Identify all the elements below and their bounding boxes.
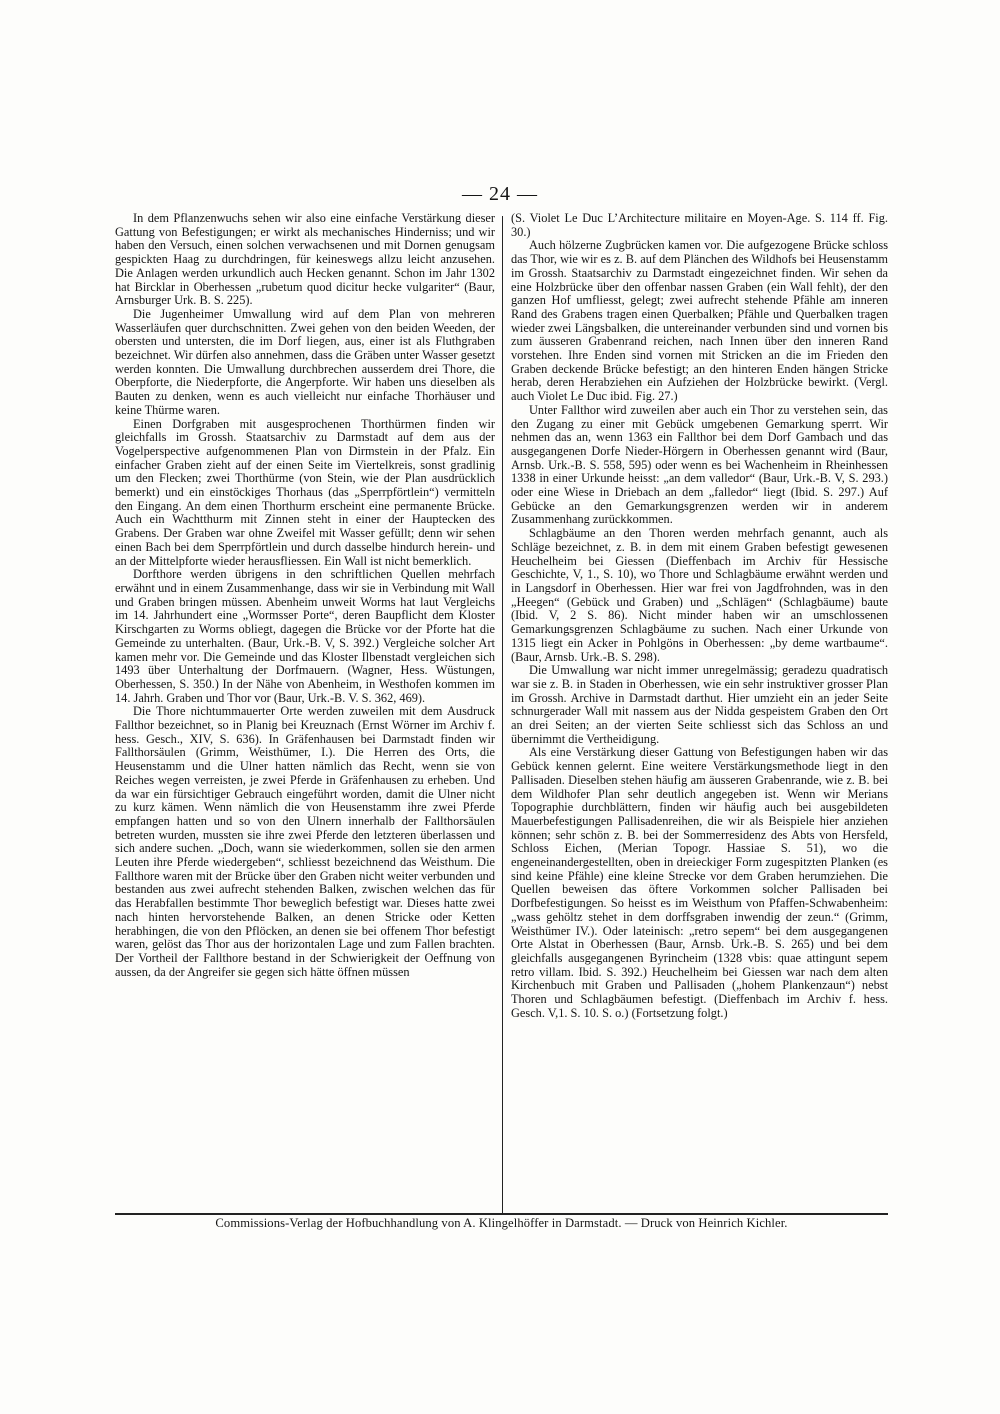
paragraph: Die Umwallung war nicht immer unregelmässig; geradezu quadratisch war sie z. B. in Staden in Oberhessen, wie ein sehr instruktiver grosser Plan im Grossh. Archive in Darmstadt darthut. Hier umzieht ein an jeder Seite schnurgerader Wall mit nassem aus der Nidda gespeistem Graben den Ort an drei Seiten; an der vierten Seite schliesst sich das Schloss an und übernimmt die Vertheidigung. [511, 663, 888, 746]
paragraph: (S. Violet Le Duc L’Architecture militaire en Moyen-Age. S. 114 ff. Fig. 30.) [511, 212, 888, 239]
page-number: — 24 — [462, 183, 538, 205]
paragraph: Schlagbäume an den Thoren werden mehrfach genannt, auch als Schläge bezeichnet, z. B. in dem mit einem Graben befestigt gewesenen Heuchelheim bei Giessen (Dieffenbach im Archiv für Hessische Geschichte, V, 1., S. 10), wo Thore und Schlagbäume erwähnt werden und in Langsdorf in Oberhessen. Hier war frei von Jagdfrohnden, was in den „Heegen“ (Gebück und Graben) und „Schlägen“ (Schlagbäume) baute (Ibid. V, 2 S. 86). Nicht minder haben wir an umschlossenen Gemarkungsgrenzen Schlagbäume zu suchen. Nach einer Urkunde von 1315 liegt ein Acker in Pohlgöns in Oberhessen: „by deme wartbaume“. (Baur, Arnsb. Urk.-B. S. 298). [511, 526, 888, 664]
right-column [511, 212, 888, 1212]
left-column [115, 212, 495, 1212]
paragraph: Unter Fallthor wird zuweilen aber auch ein Thor zu verstehen sein, das den Zugang zu einer mit Gebück umgebenen Gemarkung sperrt. Wir nehmen das an, wenn 1363 ein Fallthor bei dem Dorf Gambach und das ausgegangenen Dorfe Nieder-Hörgern in Oberhessen genannt wird (Baur, Arnsb. Urk.-B. S. 558, 595) oder wenn es bei Wachenheim in Rheinhessen 1338 in einer Urkunde heisst: „an dem valledor“ (Baur, Urk.-B. V, S. 293.) oder eine Wiese in Driebach an dem „falledor“ liegt (Ibid. S. 297.) Auf Gebücke an den Gemarkungsgrenzen werden wir in anderem Zusammenhang zurückkommen. [511, 402, 888, 527]
paragraph: Auch hölzerne Zugbrücken kamen vor. Die aufgezogene Brücke schloss das Thor, wie wir es z. B. auf dem Plänchen des Wildhofs bei Heusenstamm im Grossh. Staatsarchiv zu Darmstadt eingezeichnet finden. Wir sehen da eine Holzbrücke über den offenbar nassen Graben (ein Wall fehlt), der den ganzen Hof umfliesst, gelegt; zwei aufrecht stehende Pfähle am inneren Rand des Grabens tragen einen Querbalken; Pfähle und Querbalken tragen wieder zwei Längsbalken, die untereinander verbunden sind und vornen bis zum äusseren Grabenrand reichen, nach Innen über den inneren Rand vorstehen. Ihre Enden sind vornen mit Stricken an die im Frieden den Graben deckende Brücke befestigt; an den hinteren Enden hängen Stricke herab, deren Herabziehen ein Aufziehen der Holzbrücke bewirkt. (Vergl. auch Violet Le Duc ibid. Fig. 27.) [511, 238, 888, 404]
publisher-footer: Commissions-Verlag der Hofbuchhandlung von A. Klingelhöffer in Darmstadt. — Druck von Heinrich Kichler. [215, 1216, 788, 1230]
footer-rule [115, 1213, 888, 1215]
paragraph: Dorfthore werden übrigens in den schriftlichen Quellen mehrfach erwähnt und in einem Zusammenhange, dass wir sie in Verbindung mit Wall und Graben bringen müssen. Abenheim unweit Worms hat laut Vergleichs im 14. Jahrhundert eine „Wormsser Porte“, deren Baupflicht dem Kloster Kirschgarten zu Worms obliegt, dagegen die Brücke vor der Pforte hat die Gemeinde zu unterhalten. (Baur, Urk.-B. V, S. 392.) Vergleiche solcher Art kamen mehr vor. Die Gemeinde und das Kloster Ilbenstadt vergleichen sich 1493 über Unterhaltung der Dorfmauern. (Wagner, Hess. Wüstungen, Oberhessen, S. 350.) In der Nähe von Abenheim, in Westhofen kommen im 14. Jahrh. Graben und Thor vor (Baur, Urk.-B. V. S. 362, 469). [115, 567, 495, 705]
paragraph: Einen Dorfgraben mit ausgesprochenen Thorthürmen finden wir gleichfalls im Grossh. Staatsarchiv zu Darmstadt auf dem aus der Vogelperspective aufgenommenen Plan von Dirmstein in der Pfalz. Ein einfacher Graben zieht auf der einen Seite im Viertelkreis, sonst gradlinig um den Flecken; zwei Thorthürme (von Stein, wie der Plan ausdrücklich bemerkt) und ein einstöckiges Thorhaus (das „Sperrpförtlein“) vermitteln den Eingang. An dem einen Thorthurm erscheint eine permanente Brücke. Auch ein Wachtthurm mit Zinnen steht in einer der Hauptecken des Grabens. Der Graben war ohne Zweifel mit Wasser gefüllt; denn wir sehen einen Bach bei dem Sperrpförtlein und durch dasselbe hindurch herein- und an der Mittelpforte wieder herausfliessen. Ein Wall ist nicht bemerklich. [115, 416, 495, 568]
paragraph: In dem Pflanzenwuchs sehen wir also eine einfache Verstärkung dieser Gattung von Befestigungen; er wirkt als mechanisches Hinderniss; und wir haben den Versuch, einen solchen verwachsenen und mit Dornen genugsam gespickten Haag zu durchdringen, für keineswegs allzu leicht anzusehen. Die Anlagen werden urkundlich auch Hecken genannt. Schon im Jahr 1302 hat Bircklar in Oberhessen „rubetum quod dicitur hecke vulgariter“ (Baur, Arnsburger Urk. B. S. 225). [115, 212, 495, 308]
paragraph: Die Jugenheimer Umwallung wird auf dem Plan von mehreren Wasserläufen quer durchschnitten. Zwei gehen von den beiden Weeden, der obersten und untersten, die im Dorf liegen, aus, einer ist als Fluthgraben bezeichnet. Wir dürfen also annehmen, dass die Gräben unter Wasser gesetzt werden konnten. Die Umwallung durchbrechen ausserdem drei Thore, die Oberpforte, die Niederpforte, die Angerpforte. Wir haben uns dieselben als Bauten zu denken, wenn es auch vielleicht nur einfache Thorhäuser und keine Thürme waren. [115, 306, 495, 417]
paragraph: Die Thore nichtummauerter Orte werden zuweilen mit dem Ausdruck Fallthor bezeichnet, so in Planig bei Kreuznach (Ernst Wörner im Archiv f. hess. Gesch., XIV, S. 636). In Gräfenhausen bei Darmstadt finden wir Fallthorsäulen (Grimm, Weisthümer, I.). Die Herren des Orts, die Heusenstamm und die Ulner hatten nämlich das Recht, wenn sie von Reiches wegen verreisten, je zwei Pferde in Gräfenhausen zu erheben. Und da war ein fürsichtiger Gebrauch eingeführt worden, damit die Ulner nicht zu kurz kämen. Wenn nämlich die von Heusenstamm ihre zwei Pferde empfangen hatten und so von den Ulnern innerhalb der Fallthorsäulen betreten wurden, mussten sie ihre zwei Pferde den letzteren überlassen und sich andere suchen. „Doch, wann sie wiederkommen, sollen sie den armen Leuten ihre Pferde wiedergeben“, schliesst bezeichnend das Weisthum. Die Fallthore waren mit der Brücke über den Graben nicht weiter verbunden und bestanden aus zwei aufrecht stehenden Balken, zwischen welchen das für das Herabfallen bestimmte Thor beweglich befestigt war. Dieses hatte zwei nach hinten hervorstehende Balken, an denen Stricke oder Ketten herabhingen, die von den Pflöcken, an denen sie bei offenem Thor befestigt waren, gelöst das Thor aus der horizontalen Lage und zum Fallen brachten. Der Vortheil der Fallthore bestand in der Schwierigkeit der Oeffnung von aussen, da der Angreifer sie gegen sich hätte öffnen müssen [115, 704, 495, 979]
paragraph: Als eine Verstärkung dieser Gattung von Befestigungen haben wir das Gebück kennen gelernt. Eine weitere Verstärkungsmethode liegt in den Pallisaden. Dieselben stehen häufig am äusseren Grabenrande, wie z. B. bei dem Wildhofer Plan sehr deutlich angegeben ist. Wenn wir Merians Topographie durchblättern, finden wir häufig auch bei ausgebildeten Mauerbefestigungen Pallisadenreihen, die wir als Beispiele hier anziehen können; sehr schön z. B. bei der Sommerresidenz des Abts von Hersfeld, Schloss Eichen, (Merian Topogr. Hassiae S. 51), wo die engeneinandergestellten, oben in dreieckiger Form zugespitzten Planken (es sind keine Pfähle) eine kleine Strecke vor dem Graben herumziehen. Die Quellen beweisen das öftere Vorkommen solcher Pallisaden bei Dorfbefestigungen. So heisst es im Weisthum von Pfaffen-Schwabenheim: „wass gehöltz stehet in dem dorffsgraben inwendig der zeun.“ (Grimm, Weisthümer IV.). Oder lateinisch: „retro sepem“ bei dem ausgegangenen Orte Alstat in Oberhessen (Baur, Arnsb. Urk.-B. S. 265) und bei dem gleichfalls ausgegangenen Byrincheim (1328 vbis: quae attingunt sepem retro villam. Ibid. S. 392.) Heuchelheim bei Giessen war nach dem alten Kirchenbuch mit Graben und Pallisaden („hohem Plankenzaun“) nebst Thoren und Schlagbäumen befestigt. (Dieffenbach im Archiv f. hess. Gesch. V,1. S. 10. S. o.) (Fortsetzung folgt.) [511, 745, 888, 1020]
column-divider [502, 216, 503, 1214]
